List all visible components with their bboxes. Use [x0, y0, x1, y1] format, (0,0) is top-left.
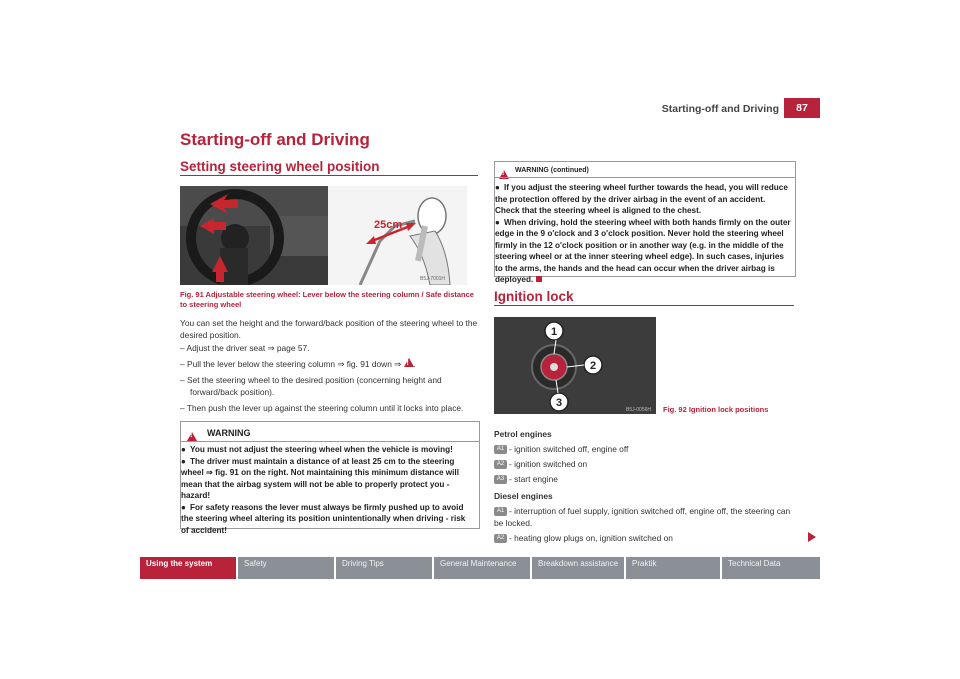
step-item: – Adjust the driver seat ⇒ page 57.	[180, 343, 310, 353]
step-item: – Then push the lever up against the steering column until it locks into place.	[180, 403, 464, 413]
page-number: 87	[784, 98, 820, 118]
chapter-title: Starting-off and Driving	[180, 130, 370, 149]
step-item: – Pull the lever below the steering column ⇒ fig. 91 down ⇒ !.	[180, 358, 478, 370]
distance-label: 25cm	[374, 219, 403, 231]
tab-praktik[interactable]: Praktik	[626, 557, 720, 579]
position-item: A1 - ignition switched off, engine off	[494, 443, 794, 455]
tab-using-the-system[interactable]: Using the system	[140, 557, 236, 579]
position-number-1: 1	[550, 326, 558, 338]
intro-text: You can set the height and the forward/back position of the steering wheel to the desired position.	[180, 318, 478, 340]
position-item: A3 - start engine	[494, 473, 794, 485]
warning-item: ● If you adjust the steering wheel further towards the head, you will reduce the protection offered by the driver airbag in the event of an accident. Check that the steering wheel is aligned to the chest.	[495, 183, 788, 215]
warning-item: ● For safety reasons the lever must always be firmly pushed up to avoid the steering wheel altering its position unintentionally when driving - risk of accident!	[181, 502, 466, 535]
warning-item: ● The driver must maintain a distance of at least 25 cm to the steering wheel ⇒ fig. 91 on the right. Not maintaining this minimum distance will mean that the airbag system will not be able to properly protect you - hazard!	[181, 456, 459, 500]
diesel-title: Diesel engines	[494, 491, 553, 501]
step-item: – Set the steering wheel to the desired position (concerning height and forward/back position).	[180, 375, 442, 397]
warning-title: WARNING	[207, 428, 251, 438]
warning-box	[180, 421, 480, 535]
petrol-title: Petrol engines	[494, 429, 552, 439]
position-item: A2 - heating glow plugs on, ignition switched on	[494, 532, 794, 544]
figure-caption: Fig. 92 Ignition lock positions	[663, 405, 769, 414]
warning-item: ● You must not adjust the steering wheel when the vehicle is moving!	[181, 445, 453, 454]
tab-technical-data[interactable]: Technical Data	[722, 557, 820, 579]
step-list	[180, 342, 478, 414]
end-marker-icon	[536, 276, 542, 282]
section-rule	[494, 305, 794, 306]
figure-code: B5J-7001H	[420, 276, 446, 282]
running-head: Starting-off and Driving	[661, 103, 779, 115]
position-item: A2 - ignition switched on	[494, 458, 794, 470]
tab-safety[interactable]: Safety	[238, 557, 334, 579]
warning-triangle-icon	[404, 358, 414, 367]
position-number-2: 2	[589, 360, 597, 372]
figure-ignition-lock	[494, 317, 656, 414]
tab-breakdown-assistance[interactable]: Breakdown assistance	[532, 557, 624, 579]
warning-list	[181, 444, 473, 536]
steering-wheel-illustration	[180, 186, 467, 285]
next-page-arrow-icon[interactable]	[808, 532, 816, 542]
section-rule	[180, 175, 478, 176]
section-title-steering: Setting steering wheel position	[180, 159, 380, 174]
figure-code: B5J-0056H	[626, 407, 652, 413]
ignition-positions	[494, 428, 794, 544]
figure-steering-wheel	[180, 186, 467, 285]
position-item: A1 - interruption of fuel supply, ignition switched off, engine off, the steering can be locked.	[494, 506, 791, 528]
warning-continued-title: WARNING (continued)	[515, 167, 589, 174]
figure-caption: Fig. 91 Adjustable steering wheel: Lever below the steering column / Safe distance to steering wheel	[180, 290, 474, 309]
warning-continued-box	[494, 161, 796, 284]
position-number-3: 3	[555, 397, 563, 409]
tab-driving-tips[interactable]: Driving Tips	[336, 557, 432, 579]
warning-continued-list	[495, 182, 791, 286]
tab-general-maintenance[interactable]: General Maintenance	[434, 557, 530, 579]
ignition-lock-illustration	[494, 317, 656, 414]
warning-item: ● When driving, hold the steering wheel with both hands firmly on the outer edge in the 9 o'clock and 3 o'clock position. Never hold the steering wheel firmly in the 12 o'clock position or in another way (e.g. in the middle of the steering wheel or at the inner steering wheel edge). In such cases, injuries to the arms, the hands and the head can occur when the driver airbag is deployed.	[495, 217, 791, 284]
section-title-ignition: Ignition lock	[494, 289, 574, 304]
